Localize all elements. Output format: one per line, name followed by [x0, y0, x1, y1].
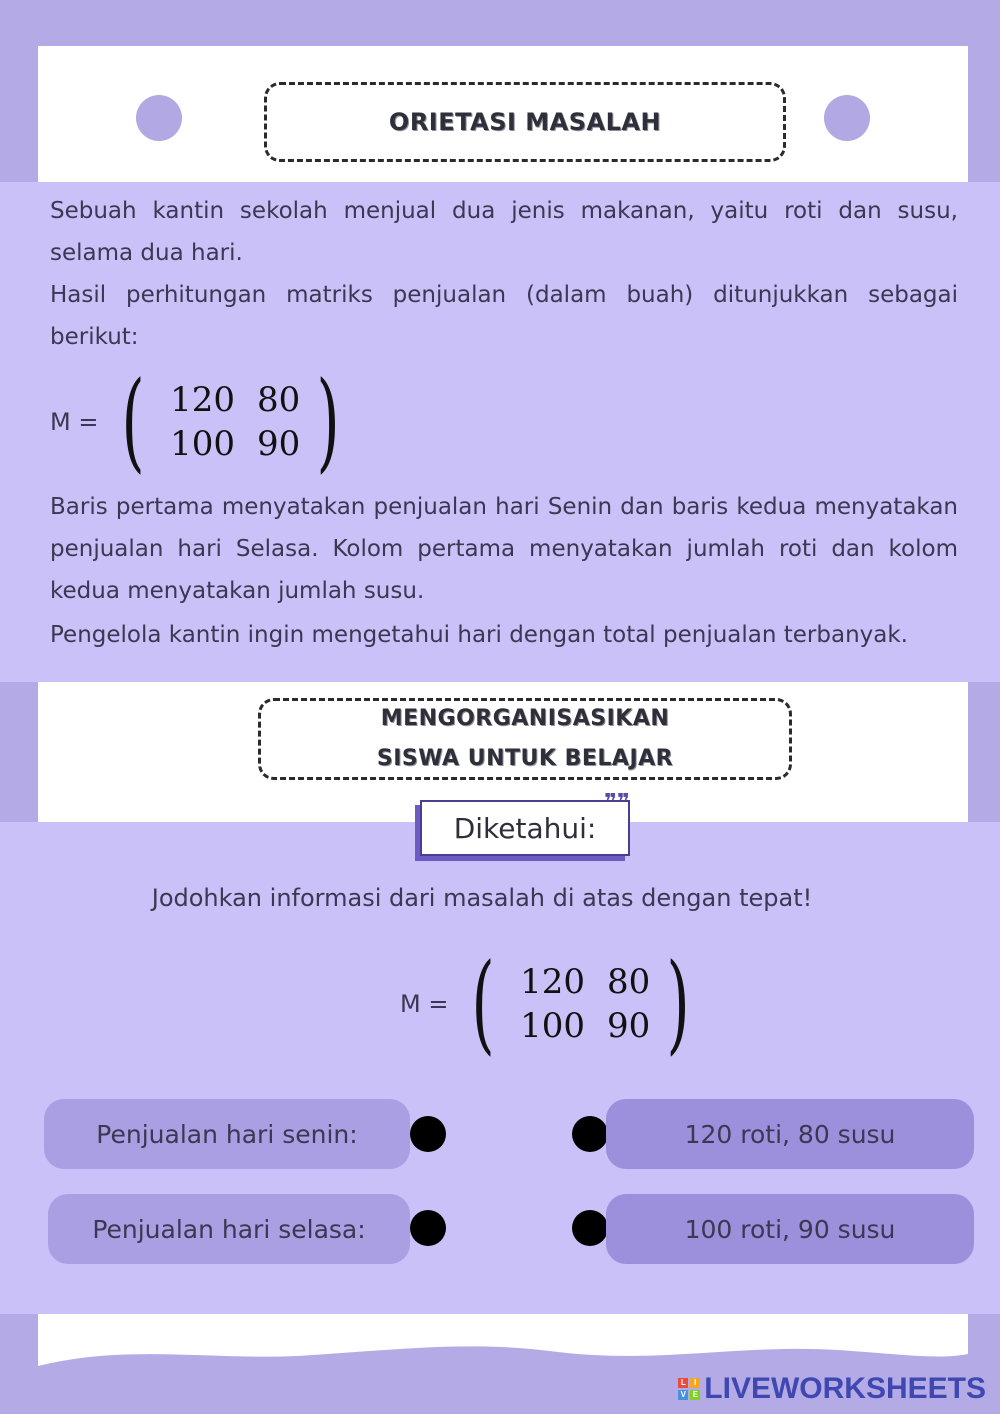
- brand-text: LIVEWORKSHEETS: [704, 1372, 986, 1405]
- matrix-cell: 80: [256, 380, 301, 420]
- matrix-grid: [155, 380, 307, 464]
- right-paren: ): [666, 941, 690, 1066]
- match-dot-right-1[interactable]: [572, 1116, 608, 1152]
- matrix-label: M =: [50, 408, 99, 436]
- liveworksheets-logo: [678, 1372, 986, 1406]
- left-paren: (: [471, 941, 496, 1066]
- match-left-senin[interactable]: [44, 1099, 410, 1169]
- section-title-organisasi: [258, 698, 792, 780]
- match-right-2[interactable]: [606, 1194, 974, 1264]
- match-left-label: Penjualan hari selasa:: [92, 1214, 366, 1244]
- matrix-cell: 100: [520, 1006, 586, 1046]
- quote-icon: ❞❞: [604, 790, 630, 815]
- paragraph-matrix-intro: Hasil perhitungan matriks penjualan (dalam buah) ditunjukkan sebagai berikut:: [50, 282, 958, 350]
- instruction: Jodohkan informasi dari masalah di atas dengan tepat!: [151, 884, 813, 912]
- right-paren: ): [316, 359, 340, 484]
- paragraph-question: Pengelola kantin ingin mengetahui hari dengan total penjualan terbanyak.: [50, 622, 908, 648]
- matrix-activity: [400, 941, 699, 1066]
- matrix-problem: [50, 359, 349, 484]
- match-left-label: Penjualan hari senin:: [96, 1119, 358, 1149]
- matrix-label: M =: [400, 990, 449, 1018]
- match-right-label: 120 roti, 80 susu: [684, 1119, 896, 1149]
- match-dot-right-2[interactable]: [572, 1210, 608, 1246]
- match-right-label: 100 roti, 90 susu: [684, 1214, 896, 1244]
- known-tag-text: Diketahui:: [453, 811, 597, 845]
- matrix-cell: 90: [256, 424, 301, 464]
- section-title-line1: MENGORGANISASIKAN: [380, 706, 670, 731]
- match-dot-left-2[interactable]: [410, 1210, 446, 1246]
- matrix-cell: 120: [520, 962, 586, 1002]
- logo-icon: L I V E: [678, 1378, 700, 1400]
- section-title-text: ORIETASI MASALAH: [388, 108, 662, 136]
- match-dot-left-1[interactable]: [410, 1116, 446, 1152]
- match-right-1[interactable]: [606, 1099, 974, 1169]
- paragraph-explanation: Baris pertama menyatakan penjualan hari Senin dan baris kedua menyatakan penjualan hari Selasa. Kolom pertama menyatakan jumlah roti dan kolom kedua menyatakan jumlah susu.: [50, 494, 958, 604]
- decor-circle-left: [136, 95, 182, 141]
- matrix-cell: 90: [606, 1006, 651, 1046]
- matrix-cell: 120: [170, 380, 236, 420]
- decor-circle-right: [824, 95, 870, 141]
- known-tag: [420, 800, 630, 856]
- matrix-cell: 80: [606, 962, 651, 1002]
- matrix-cell: 100: [170, 424, 236, 464]
- section-title-orientasi: [264, 82, 786, 162]
- matrix-grid: [505, 962, 657, 1046]
- paragraph-intro: Sebuah kantin sekolah menjual dua jenis makanan, yaitu roti dan susu, selama dua hari.: [50, 198, 958, 266]
- section-title-line2: SISWA UNTUK BELAJAR: [376, 746, 674, 771]
- left-paren: (: [121, 359, 146, 484]
- match-left-selasa[interactable]: [48, 1194, 410, 1264]
